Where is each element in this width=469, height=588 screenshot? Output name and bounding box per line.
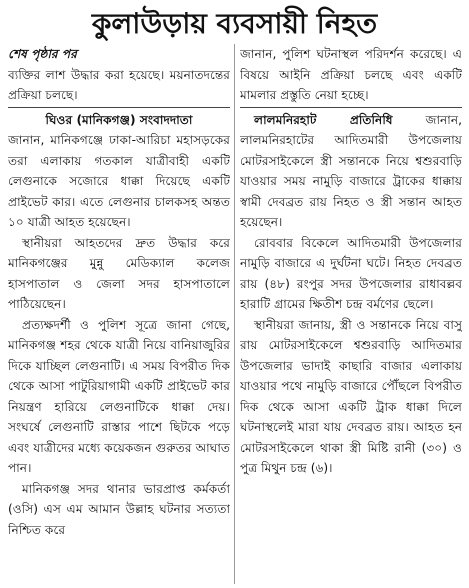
paragraph-text: জানান, লালমনিরহাটের আদিতমারী উপজেলায় মোটরসাইকেলে স্ত্রী সন্তানকে নিয়ে শ্বশুরবাড়ি যাওয়ার সময় নামুড়ি বাজারে ট্রাকের ধাক্কায় স্বামী দেবব্রত রায় নিহত ও স্ত্রী সন্তান আহত হয়েছেন। [240,112,462,229]
continued-text: ব্যক্তির লাশ উদ্ধার করা হয়েছে। ময়নাতদন্তের প্রক্রিয়া চলছে। [8,67,230,102]
paragraph-with-byline [240,110,462,233]
right-column [240,44,462,584]
section-divider [240,107,462,108]
paragraph: রোববার বিকেলে আদিতমারী উপজেলার নামুড়ি বাজারে এ দুর্ঘটনা ঘটে। নিহত দেবব্রত রায় (৪৮) রংপুর সদর উপজেলার রাধাবল্লব হারাটি গ্রামের ক্ষিতীশ চন্দ্র বর্মণের ছেলে। [240,235,462,311]
paragraph: মানিকগঞ্জ সদর থানার ভারপ্রাপ্ত কর্মকর্তা (ওসি) এস এম আমান উল্লাহ ঘটনার সত্যতা নিশ্চিত করে [8,481,230,537]
column-rule [234,44,235,584]
byline-ghior: ঘিওর (মানিকগঞ্জ) সংবাদদাতা [45,112,193,127]
left-column [8,44,230,584]
headline: কুলাউড়ায় ব্যবসায়ী নিহত [91,7,378,40]
paragraph: স্থানীয়রা আহতদের দ্রুত উদ্ধার করে মানিকগঞ্জের মুন্নু মেডিক্যাল কলেজ হাসপাতাল ও জেলা সদর হাসপাতালে পাঠিয়েছেন। [8,235,230,311]
section-divider [8,107,230,108]
paragraph: জানান, পুলিশ ঘটনাস্থল পরিদর্শন করেছে। এ বিষয়ে আইনি প্রক্রিয়া চলছে এবং একটি মামলার প্রস্তুতি নেয়া হচ্ছে। [240,47,462,102]
byline-lalmonirhat: লালমনিরহাট প্রতিনিধি [254,112,393,127]
paragraph: জানান, মানিকগঞ্জে ঢাকা-আরিচা মহাসড়কের তরা এলাকায় গতকাল যাত্রীবাহী একটি লেগুনাকে সজোরে ধাক্কা দিয়েছে একটি প্রাইভেট কার। এতে লেগুনার চালকসহ অন্তত ১০ যাত্রী আহত হয়েছেন। [8,133,230,229]
paragraph: প্রত্যক্ষদর্শী ও পুলিশ সূত্রে জানা গেছে, মানিকগঞ্জ শহর থেকে যাত্রী নিয়ে বানিয়াজুরির দিকে যাচ্ছিল লেগুনাটি। এ সময় বিপরীত দিক থেকে আসা পাটুরিয়াগামী একটি প্রাইভেট কার নিয়ন্ত্রণ হারিয়ে লেগুনাটিকে ধাক্কা দেয়। সংঘর্ষে লেগুনাটি রাস্তার পাশে ছিটকে পড়ে এবং যাত্রীদের মধ্যে কয়েকজন গুরুতর আঘাত পান। [8,317,230,475]
continued-from-label: শেষ পৃষ্ঠার পর [8,47,77,61]
paragraph: স্থানীয়রা জানায়, স্ত্রী ও সন্তানকে নিয়ে বাসু রায় মোটরসাইকেলে শ্বশুরবাড়ি আদিতমার উপজেলার ভাদাই কাছারি বাজার এলাকায় যাওয়ার পথে নামুড়ি বাজারে পৌঁছলে বিপরীত দিক থেকে আসা একটি ট্রাক ধাক্কা দিলে ঘটনাস্থলেই মারা যায় দেবব্রত রায়। আহত হন মোটরসাইকেলে থাকা স্ত্রী মিষ্টি রানী (৩০) ও পুত্র মিথুন চন্দ্র (৬)। [240,317,462,475]
